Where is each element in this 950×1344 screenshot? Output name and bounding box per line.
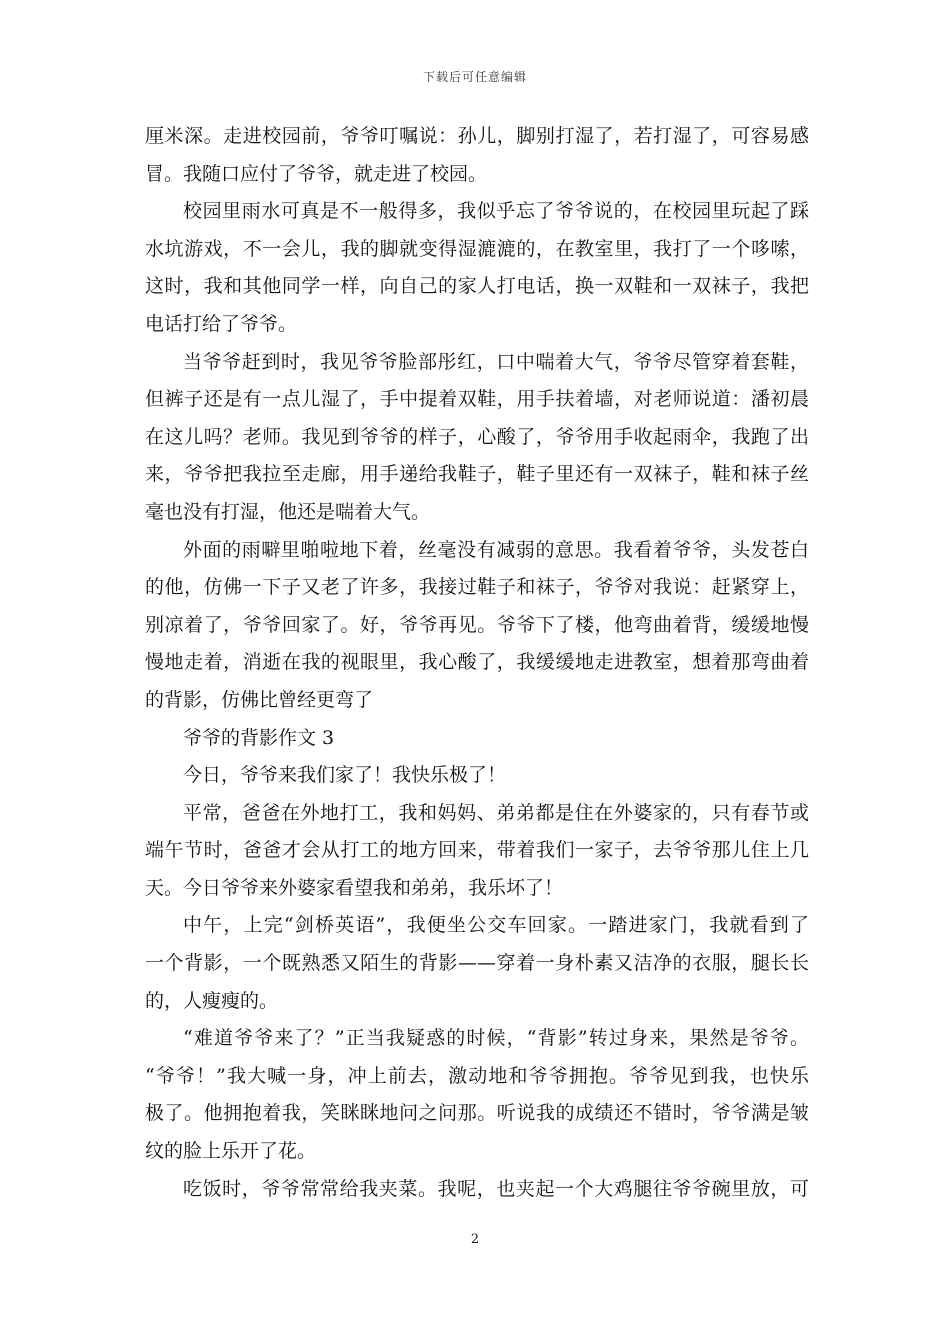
text-line: 爷爷的背影作文 3	[183, 726, 335, 749]
text-line: “爷爷！”我大喊一身，冲上前去，激动地和爷爷拥抱。爷爷见到我，也快乐	[145, 1064, 809, 1087]
page-header: 下载后可任意编辑	[422, 70, 527, 84]
text-line: 电话打给了爷爷。	[145, 312, 298, 335]
text-line: 这时，我和其他同学一样，向自己的家人打电话，换一双鞋和一双袜子，我把	[145, 275, 809, 298]
page-number: 2	[470, 1232, 480, 1247]
text-line: 当爷爷赶到时，我见爷爷脸部彤红，口中喘着大气，爷爷尽管穿着套鞋，	[183, 350, 809, 373]
text-line: 来，爷爷把我拉至走廊，用手递给我鞋子，鞋子里还有一双袜子，鞋和袜子丝	[145, 463, 809, 486]
text-line: 天。今日爷爷来外婆家看望我和弟弟，我乐坏了！	[145, 876, 564, 899]
text-line: 的他，仿佛一下子又老了许多，我接过鞋子和袜子，爷爷对我说：赶紧穿上，	[145, 576, 809, 599]
text-line: 别凉着了，爷爷回家了。好，爷爷再见。爷爷下了楼，他弯曲着背，缓缓地慢	[145, 613, 809, 636]
text-line: 纹的脸上乐开了花。	[145, 1140, 317, 1163]
text-line: 慢地走着，消逝在我的视眼里，我心酸了，我缓缓地走进教室，想着那弯曲着	[145, 651, 809, 674]
document-body	[145, 118, 809, 1208]
text-line: “难道爷爷来了？”正当我疑惑的时候，“背影”转过身来，果然是爷爷。	[183, 1027, 809, 1050]
text-line: 一个背影，一个既熟悉又陌生的背影——穿着一身朴素又洁净的衣服，腿长长	[145, 952, 809, 975]
text-line: 毫也没有打湿，他还是喘着大气。	[145, 500, 431, 523]
text-line: 的，人瘦瘦的。	[145, 989, 279, 1012]
text-line: 外面的雨噼里啪啦地下着，丝毫没有减弱的意思。我看着爷爷，头发苍白	[183, 538, 809, 561]
text-line: 在这儿吗？老师。我见到爷爷的样子，心酸了，爷爷用手收起雨伞，我跑了出	[145, 425, 809, 448]
text-line: 校园里雨水可真是不一般得多，我似乎忘了爷爷说的，在校园里玩起了踩	[183, 200, 809, 223]
text-line: 极了。他拥抱着我，笑眯眯地问之问那。听说我的成绩还不错时，爷爷满是皱	[145, 1102, 809, 1125]
text-line: 中午，上完“剑桥英语”，我便坐公交车回家。一踏进家门，我就看到了	[183, 914, 809, 937]
text-line: 端午节时，爸爸才会从打工的地方回来，带着我们一家子，去爷爷那儿住上几	[145, 839, 809, 862]
text-line: 但裤子还是有一点儿湿了，手中提着双鞋，用手扶着墙，对老师说道：潘初晨	[145, 388, 809, 411]
text-line: 吃饭时，爷爷常常给我夹菜。我呢，也夹起一个大鸡腿往爷爷碗里放，可	[183, 1177, 809, 1200]
text-line: 今日，爷爷来我们家了！我快乐极了！	[183, 764, 507, 787]
text-line: 水坑游戏，不一会儿，我的脚就变得湿漉漉的，在教室里，我打了一个哆嗦，	[145, 237, 809, 260]
text-line: 冒。我随口应付了爷爷，就走进了校园。	[145, 162, 488, 185]
text-line: 厘米深。走进校园前，爷爷叮嘱说：孙儿，脚别打湿了，若打湿了，可容易感	[145, 125, 809, 147]
text-line: 平常，爸爸在外地打工，我和妈妈、弟弟都是住在外婆家的，只有春节或	[183, 801, 809, 824]
text-line: 的背影，仿佛比曾经更弯了	[145, 688, 374, 711]
